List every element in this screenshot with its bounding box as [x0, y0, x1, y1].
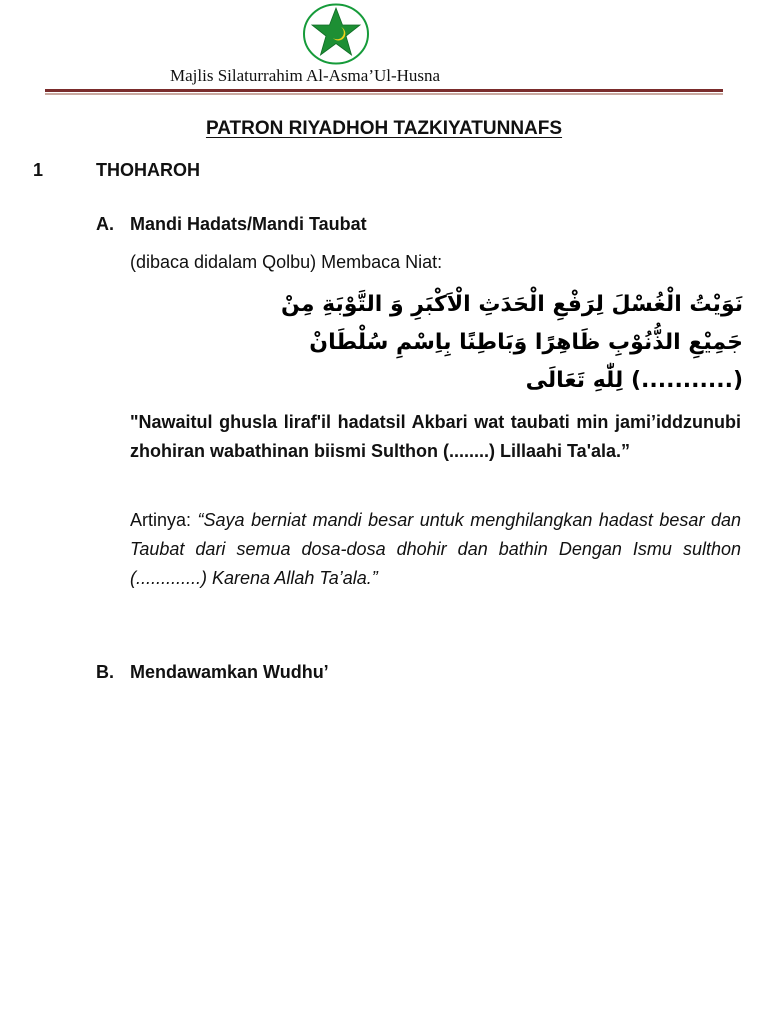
- arabic-niat-text: نَوَيْتُ الْغُسْلَ لِرَفْعِ الْحَدَثِ الْاَكْبَرِ وَ التَّوْبَةِ مِنْ جَمِيْعِ الذُّنُوْبِ ظَاهِرًا وَبَاطِنًا بِاِسْمِ سُلْطَانْ (...........) لِلّٰهِ تَعَالَى: [281, 292, 743, 393]
- subsection-a-letter: A.: [96, 214, 114, 234]
- subsection-a-title: Mandi Hadats/Mandi Taubat: [130, 214, 367, 234]
- meaning-label: Artinya:: [130, 510, 192, 530]
- subsection-b-title: Mendawamkan Wudhu’: [130, 662, 329, 682]
- document-title: PATRON RIYADHOH TAZKIYATUNNAFS: [205, 118, 563, 139]
- section-title: THOHAROH: [96, 160, 200, 180]
- header-divider-shadow: [45, 93, 723, 95]
- niat-instruction: (dibaca didalam Qolbu) Membaca Niat:: [130, 252, 443, 272]
- meaning-text: “Saya berniat mandi besar untuk menghilangkan hadast besar dan Taubat dari semua dosa-dosa dhohir dan bathin Dengan Ismu sulthon (.............) Karena Allah Ta’ala.”: [130, 510, 741, 588]
- section-number: 1: [33, 160, 44, 180]
- meaning-paragraph: [130, 506, 741, 593]
- organization-logo-icon: [303, 3, 369, 65]
- subsection-b-letter: B.: [96, 662, 114, 682]
- organization-name: Majlis Silaturrahim Al-Asma’Ul-Husna: [170, 66, 441, 85]
- transliteration-text: "Nawaitul ghusla liraf'il hadatsil Akbari wat taubati min jami’iddzunubi zhohiran wabathinan biismi Sulthon (........) Lillaahi Ta'ala.”: [130, 412, 741, 461]
- header-divider: [45, 89, 723, 92]
